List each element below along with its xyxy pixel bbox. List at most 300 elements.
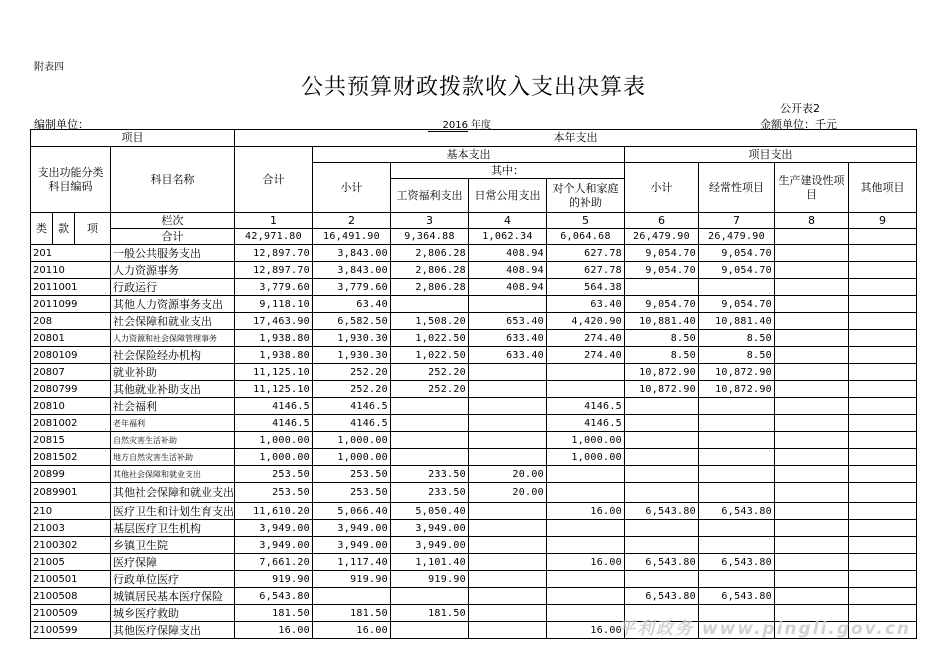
- col-number: 9: [849, 213, 917, 229]
- row-value: 252.20: [391, 381, 469, 398]
- row-value: [849, 571, 917, 588]
- row-value: [469, 432, 547, 449]
- row-value: 3,949.00: [235, 537, 313, 554]
- table-row: [31, 279, 917, 296]
- row-code: 2089901: [31, 483, 111, 503]
- row-value: [775, 571, 849, 588]
- row-value: [849, 347, 917, 364]
- row-value: 627.78: [547, 262, 625, 279]
- row-value: 16.00: [313, 622, 391, 639]
- row-value: [699, 398, 775, 415]
- row-value: [699, 537, 775, 554]
- table-row: [31, 432, 917, 449]
- table-row: [31, 313, 917, 330]
- table-row: [31, 330, 917, 347]
- row-name: 医疗卫生和计划生育支出: [111, 503, 235, 520]
- row-value: 1,022.50: [391, 330, 469, 347]
- row-code: 2081502: [31, 449, 111, 466]
- row-name: 就业补助: [111, 364, 235, 381]
- row-value: 253.50: [313, 483, 391, 503]
- row-value: 63.40: [547, 296, 625, 313]
- row-value: 919.90: [235, 571, 313, 588]
- row-value: [547, 364, 625, 381]
- row-code: 21003: [31, 520, 111, 537]
- col-number: 7: [699, 213, 775, 229]
- row-name: 乡镇卫生院: [111, 537, 235, 554]
- row-value: [775, 296, 849, 313]
- row-value: 8.50: [625, 347, 699, 364]
- table-row: [31, 503, 917, 520]
- row-value: 1,000.00: [547, 432, 625, 449]
- budget-table: [30, 129, 917, 639]
- row-value: [849, 554, 917, 571]
- row-value: [849, 262, 917, 279]
- total-cell: 26,479.90: [625, 229, 699, 245]
- row-value: 1,000.00: [313, 432, 391, 449]
- row-value: 5,050.40: [391, 503, 469, 520]
- row-value: [547, 520, 625, 537]
- table-row: [31, 364, 917, 381]
- row-value: 3,949.00: [391, 537, 469, 554]
- row-value: 6,543.80: [699, 588, 775, 605]
- row-value: [625, 449, 699, 466]
- row-value: 252.20: [391, 364, 469, 381]
- row-value: [469, 520, 547, 537]
- row-value: [625, 483, 699, 503]
- row-value: [775, 415, 849, 432]
- row-value: [547, 381, 625, 398]
- row-value: [849, 279, 917, 296]
- row-value: 3,949.00: [235, 520, 313, 537]
- table-row: [31, 449, 917, 466]
- row-value: [849, 330, 917, 347]
- row-code: 20807: [31, 364, 111, 381]
- col-number: 5: [547, 213, 625, 229]
- row-name: 人力资源和社会保障管理事务: [111, 330, 235, 347]
- header-basic-subtotal: 小计: [313, 163, 391, 213]
- row-value: 9,054.70: [625, 262, 699, 279]
- row-value: [547, 466, 625, 483]
- row-value: 4146.5: [313, 398, 391, 415]
- row-value: [849, 398, 917, 415]
- total-cell: 1,062.34: [469, 229, 547, 245]
- table-row: [31, 483, 917, 503]
- row-value: 1,117.40: [313, 554, 391, 571]
- row-code: 208: [31, 313, 111, 330]
- row-value: [469, 415, 547, 432]
- header-among: 其中：: [391, 163, 625, 179]
- row-value: [775, 537, 849, 554]
- annex-note: 附表四: [34, 62, 64, 73]
- row-value: 3,779.60: [313, 279, 391, 296]
- row-value: [469, 381, 547, 398]
- row-value: 564.38: [547, 279, 625, 296]
- table-row: [31, 381, 917, 398]
- row-value: 6,543.80: [235, 588, 313, 605]
- row-value: [775, 449, 849, 466]
- row-code: 2100501: [31, 571, 111, 588]
- row-value: [849, 313, 917, 330]
- table-row: [31, 296, 917, 313]
- row-value: 253.50: [235, 483, 313, 503]
- row-value: 9,054.70: [625, 245, 699, 262]
- header-total: 合计: [235, 147, 313, 213]
- row-value: [469, 622, 547, 639]
- row-name: 一般公共服务支出: [111, 245, 235, 262]
- row-value: 11,610.20: [235, 503, 313, 520]
- row-value: 3,949.00: [313, 537, 391, 554]
- header-basic: 基本支出: [313, 147, 625, 163]
- row-value: [699, 279, 775, 296]
- row-value: [469, 537, 547, 554]
- row-value: 12,897.70: [235, 262, 313, 279]
- row-value: 4146.5: [313, 415, 391, 432]
- row-value: 6,582.50: [313, 313, 391, 330]
- header-xiang: 项: [75, 213, 111, 245]
- row-value: 181.50: [391, 605, 469, 622]
- row-value: 633.40: [469, 330, 547, 347]
- row-value: [849, 415, 917, 432]
- row-value: [775, 554, 849, 571]
- row-value: 4146.5: [235, 415, 313, 432]
- row-value: [469, 571, 547, 588]
- row-code: 2081002: [31, 415, 111, 432]
- row-name: 社会保障和就业支出: [111, 313, 235, 330]
- row-value: [625, 537, 699, 554]
- row-name: 其他社会保障和就业支出: [111, 483, 235, 503]
- row-value: [469, 449, 547, 466]
- watermark: 平利政务 www.pingli.gov.cn: [618, 619, 911, 639]
- row-code: 2100302: [31, 537, 111, 554]
- row-value: 4146.5: [235, 398, 313, 415]
- row-code: 2080799: [31, 381, 111, 398]
- row-value: [625, 398, 699, 415]
- year-value: 2016: [428, 120, 468, 132]
- row-value: [547, 605, 625, 622]
- header-salary: 工资福利支出: [391, 179, 469, 213]
- header-name-label: 科目名称: [111, 147, 235, 213]
- row-value: 9,054.70: [625, 296, 699, 313]
- row-value: 653.40: [469, 313, 547, 330]
- row-value: [391, 432, 469, 449]
- row-code: 201: [31, 245, 111, 262]
- row-value: 274.40: [547, 330, 625, 347]
- row-value: [775, 347, 849, 364]
- row-value: 252.20: [313, 364, 391, 381]
- row-value: 3,843.00: [313, 262, 391, 279]
- header-item: 项目: [31, 130, 235, 147]
- row-value: 233.50: [391, 483, 469, 503]
- header-daily: 日常公用支出: [469, 179, 547, 213]
- row-name: 其他医疗保障支出: [111, 622, 235, 639]
- row-value: 6,543.80: [625, 503, 699, 520]
- row-name: 社会福利: [111, 398, 235, 415]
- row-value: [469, 296, 547, 313]
- table-row: [31, 554, 917, 571]
- row-value: [775, 588, 849, 605]
- row-value: [849, 432, 917, 449]
- row-name: 地方自然灾害生活补助: [111, 449, 235, 466]
- row-value: [699, 449, 775, 466]
- total-cell: 16,491.90: [313, 229, 391, 245]
- row-value: [849, 245, 917, 262]
- table-row: [31, 537, 917, 554]
- row-value: 181.50: [235, 605, 313, 622]
- row-value: [391, 588, 469, 605]
- row-value: 8.50: [625, 330, 699, 347]
- row-value: 181.50: [313, 605, 391, 622]
- row-code: 2100508: [31, 588, 111, 605]
- row-value: 1,938.80: [235, 330, 313, 347]
- row-value: [849, 466, 917, 483]
- row-value: 3,843.00: [313, 245, 391, 262]
- row-value: 627.78: [547, 245, 625, 262]
- row-value: 408.94: [469, 262, 547, 279]
- table-row: [31, 245, 917, 262]
- row-value: 408.94: [469, 245, 547, 262]
- row-value: [625, 571, 699, 588]
- header-other: 其他项目: [849, 163, 917, 213]
- row-value: 1,930.30: [313, 347, 391, 364]
- table-row: [31, 347, 917, 364]
- row-name: 社会保险经办机构: [111, 347, 235, 364]
- row-value: [775, 398, 849, 415]
- row-value: [849, 381, 917, 398]
- row-value: [849, 296, 917, 313]
- row-value: [775, 381, 849, 398]
- row-value: [391, 296, 469, 313]
- row-code: 2100509: [31, 605, 111, 622]
- row-value: 252.20: [313, 381, 391, 398]
- row-value: 3,779.60: [235, 279, 313, 296]
- col-number: 1: [235, 213, 313, 229]
- row-name: 老年福利: [111, 415, 235, 432]
- row-name: 城乡医疗救助: [111, 605, 235, 622]
- col-number: 4: [469, 213, 547, 229]
- row-value: [313, 588, 391, 605]
- row-value: [775, 330, 849, 347]
- row-value: 233.50: [391, 466, 469, 483]
- row-name: 行政运行: [111, 279, 235, 296]
- row-value: 9,118.10: [235, 296, 313, 313]
- row-value: 6,543.80: [625, 554, 699, 571]
- row-value: 1,508.20: [391, 313, 469, 330]
- header-operational: 经常性项目: [699, 163, 775, 213]
- row-value: 1,938.80: [235, 347, 313, 364]
- row-name: 基层医疗卫生机构: [111, 520, 235, 537]
- table-row: [31, 588, 917, 605]
- row-value: [775, 279, 849, 296]
- row-value: 919.90: [313, 571, 391, 588]
- row-code: 210: [31, 503, 111, 520]
- row-value: [849, 588, 917, 605]
- row-value: [391, 449, 469, 466]
- total-row: [31, 229, 917, 245]
- row-name: 其他就业补助支出: [111, 381, 235, 398]
- row-value: [849, 537, 917, 554]
- row-value: [469, 364, 547, 381]
- row-value: 10,872.90: [699, 381, 775, 398]
- table-row: [31, 571, 917, 588]
- row-name: 其他社会保障和就业支出: [111, 466, 235, 483]
- header-project: 项目支出: [625, 147, 917, 163]
- total-label: 合计: [111, 229, 235, 245]
- row-value: 1,000.00: [547, 449, 625, 466]
- row-value: 11,125.10: [235, 364, 313, 381]
- col-number: 3: [391, 213, 469, 229]
- row-value: [775, 364, 849, 381]
- row-value: [625, 466, 699, 483]
- row-value: [699, 432, 775, 449]
- header-project-subtotal: 小计: [625, 163, 699, 213]
- row-value: 8.50: [699, 347, 775, 364]
- row-value: 6,543.80: [699, 503, 775, 520]
- compiling-unit-label: 编制单位：: [34, 118, 89, 131]
- row-code: 20110: [31, 262, 111, 279]
- row-code: 2100599: [31, 622, 111, 639]
- row-name: 行政单位医疗: [111, 571, 235, 588]
- row-value: [849, 364, 917, 381]
- row-value: [547, 588, 625, 605]
- row-value: [469, 503, 547, 520]
- row-value: 1,930.30: [313, 330, 391, 347]
- header-construction: 生产建设性项目: [775, 163, 849, 213]
- row-value: 2,806.28: [391, 245, 469, 262]
- row-code: 20810: [31, 398, 111, 415]
- row-value: [391, 415, 469, 432]
- col-number: 8: [775, 213, 849, 229]
- row-code: 20815: [31, 432, 111, 449]
- row-code: 20899: [31, 466, 111, 483]
- table-body: [31, 245, 917, 639]
- row-value: 10,881.40: [699, 313, 775, 330]
- total-cell: 42,971.80: [235, 229, 313, 245]
- row-value: 10,881.40: [625, 313, 699, 330]
- row-name: 人力资源事务: [111, 262, 235, 279]
- row-value: [775, 432, 849, 449]
- row-value: 919.90: [391, 571, 469, 588]
- row-value: [625, 279, 699, 296]
- header-kuan: 款: [53, 213, 75, 245]
- row-name: 自然灾害生活补助: [111, 432, 235, 449]
- row-value: [849, 449, 917, 466]
- row-value: [391, 398, 469, 415]
- total-cell: [775, 229, 849, 245]
- table-row: [31, 415, 917, 432]
- header-lei: 类: [31, 213, 53, 245]
- row-value: [547, 571, 625, 588]
- total-cell: [849, 229, 917, 245]
- row-value: [775, 466, 849, 483]
- row-value: 1,000.00: [313, 449, 391, 466]
- row-value: 9,054.70: [699, 245, 775, 262]
- row-value: 9,054.70: [699, 262, 775, 279]
- row-code: 2011001: [31, 279, 111, 296]
- table-row: [31, 398, 917, 415]
- row-value: 16.00: [547, 503, 625, 520]
- row-value: 16.00: [235, 622, 313, 639]
- row-name: 其他人力资源事务支出: [111, 296, 235, 313]
- row-name: 医疗保障: [111, 554, 235, 571]
- row-value: [775, 520, 849, 537]
- row-value: [849, 503, 917, 520]
- table-row: [31, 262, 917, 279]
- total-cell: 6,064.68: [547, 229, 625, 245]
- row-value: [625, 415, 699, 432]
- header-lanci: 栏次: [111, 213, 235, 229]
- row-value: [469, 605, 547, 622]
- col-number: 6: [625, 213, 699, 229]
- row-value: 4,420.90: [547, 313, 625, 330]
- page-title: 公共预算财政拨款收入支出决算表: [300, 75, 646, 100]
- row-value: 9,054.70: [699, 296, 775, 313]
- row-value: 274.40: [547, 347, 625, 364]
- row-value: 16.00: [547, 554, 625, 571]
- header-personal: 对个人和家庭的补助: [547, 179, 625, 213]
- row-value: 10,872.90: [699, 364, 775, 381]
- row-value: [625, 520, 699, 537]
- row-value: [775, 503, 849, 520]
- row-value: 7,661.20: [235, 554, 313, 571]
- table-row: [31, 520, 917, 537]
- row-value: [625, 432, 699, 449]
- header-current-expense: 本年支出: [235, 130, 917, 147]
- row-value: 12,897.70: [235, 245, 313, 262]
- row-value: [699, 415, 775, 432]
- row-value: 4146.5: [547, 398, 625, 415]
- row-value: 253.50: [235, 466, 313, 483]
- table-row: [31, 466, 917, 483]
- row-value: 3,949.00: [313, 520, 391, 537]
- row-value: 17,463.90: [235, 313, 313, 330]
- row-value: [547, 483, 625, 503]
- row-code: 2011099: [31, 296, 111, 313]
- row-value: 20.00: [469, 483, 547, 503]
- row-value: 633.40: [469, 347, 547, 364]
- row-value: [391, 622, 469, 639]
- row-value: 11,125.10: [235, 381, 313, 398]
- row-value: [775, 483, 849, 503]
- row-value: 10,872.90: [625, 381, 699, 398]
- row-value: 253.50: [313, 466, 391, 483]
- row-value: [699, 466, 775, 483]
- row-value: 2,806.28: [391, 279, 469, 296]
- row-value: [547, 537, 625, 554]
- row-value: 3,949.00: [391, 520, 469, 537]
- total-cell: 9,364.88: [391, 229, 469, 245]
- year-suffix: 年度: [471, 120, 491, 131]
- row-code: 2080109: [31, 347, 111, 364]
- row-value: [775, 262, 849, 279]
- row-value: [849, 520, 917, 537]
- row-value: 2,806.28: [391, 262, 469, 279]
- row-value: 5,066.40: [313, 503, 391, 520]
- row-value: 4146.5: [547, 415, 625, 432]
- row-value: 20.00: [469, 466, 547, 483]
- total-cell: 26,479.90: [699, 229, 775, 245]
- form-number: 公开表2: [780, 102, 820, 115]
- row-value: 63.40: [313, 296, 391, 313]
- row-code: 21005: [31, 554, 111, 571]
- row-value: [699, 520, 775, 537]
- row-value: [775, 245, 849, 262]
- row-value: [699, 571, 775, 588]
- row-value: [469, 588, 547, 605]
- row-value: 16.00: [547, 622, 625, 639]
- row-value: 408.94: [469, 279, 547, 296]
- row-name: 城镇居民基本医疗保险: [111, 588, 235, 605]
- amount-unit: 金额单位：千元: [760, 118, 837, 131]
